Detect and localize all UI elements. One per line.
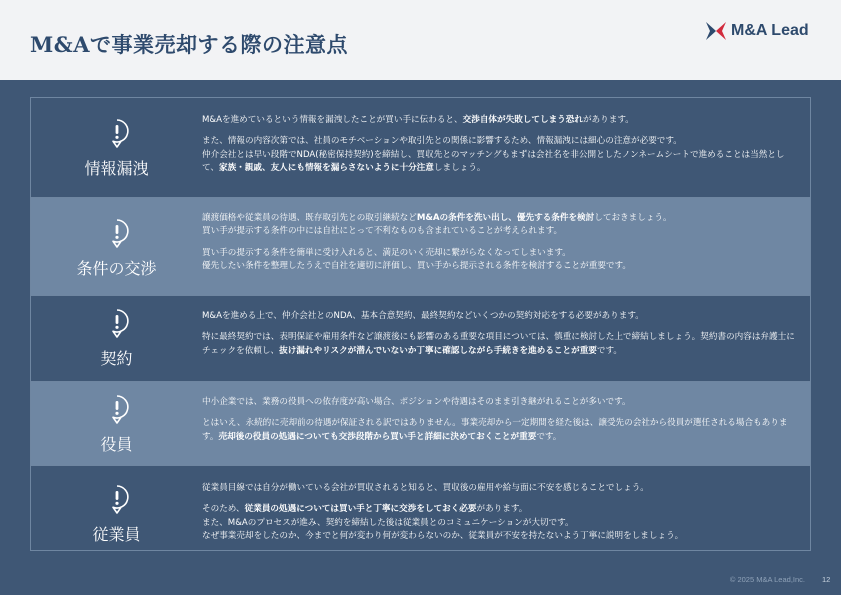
row-executives	[31, 382, 810, 466]
paragraph: 仲介会社とは早い段階でNDA(秘密保持契約)を締結し、買収先とのマッチングもまずは会社名を非公開としたノンネームシートで進めることは当然として、家族・親戚、友人にも情報を漏らさないように十分注意しましょう。	[202, 149, 785, 174]
paragraph: 買い手が提示する条件の中には自社にとって不利なものも含まれていることが考えられます。	[202, 226, 563, 237]
paragraph: また、M&Aのプロセスが進み、契約を締結した後は従業員とのコミュニケーションが大切です。	[202, 517, 574, 528]
row-info-leak	[31, 98, 810, 198]
row-negotiation	[31, 198, 810, 296]
paragraph: 特に最終契約では、表明保証や雇用条件など譲渡後にも影響のある重要な項目については、慎重に検討した上で締結しましょう。契約書の内容は弁護士にチェックを依頼し、抜け漏れやリスクが潜んでいないか丁寧に確認しながら手続きを進めることが重要です。	[202, 332, 795, 356]
row-label: 条件の交渉	[76, 259, 157, 278]
exclamation-bubble-icon	[104, 218, 130, 248]
row-label-cell	[31, 198, 202, 295]
paragraph: 買い手の提示する条件を簡単に受け入れると、満足のいく売却に繋がらなくなってしまいます。	[202, 247, 571, 258]
emphasis: 売却後の役員の処遇についても交渉段階から買い手と詳細に決めておくことが重要	[218, 431, 537, 442]
emphasis: M&Aの条件を洗い出し、優先する条件を検討	[416, 213, 595, 223]
row-content	[202, 382, 810, 465]
paragraph: M&Aを進める上で、仲介会社とのNDA、基本合意契約、最終契約などいくつかの契約対応をする必要があります。	[202, 311, 644, 321]
paragraph: とはいえ、永続的に売却前の待遇が保証される訳ではありません。事業売却から一定期間を経た後は、譲受先の会社から役員が選任される場合もあります。売却後の役員の処遇についても交渉段階から買い手と詳細に決めておくことが重要です。	[202, 418, 788, 442]
row-employees	[31, 466, 810, 550]
paragraph: 譲渡価格や従業員の待遇、既存取引先との取引継続などM&Aの条件を洗い出し、優先する条件を検討しておきましょう。	[202, 213, 672, 223]
row-label: 情報漏洩	[84, 159, 149, 178]
emphasis: 家族・親戚、友人にも情報を漏らさないように十分注意	[219, 163, 434, 174]
row-label-cell	[31, 296, 202, 381]
exclamation-bubble-icon	[104, 484, 130, 514]
row-label-cell	[31, 466, 202, 550]
header	[0, 0, 841, 80]
row-content	[202, 198, 810, 295]
emphasis: 抜け漏れやリスクが潜んでいないか丁寧に確認しながら手続きを進めることが重要	[279, 345, 597, 356]
copyright: © 2025 M&A Lead,Inc.	[729, 575, 805, 584]
logo-text: M&A Lead	[731, 22, 809, 39]
exclamation-bubble-icon	[104, 394, 130, 424]
paragraph: そのため、従業員の処遇については買い手と丁寧に交渉をしておく必要があります。	[202, 504, 528, 515]
page-title: M&Aで事業売却する際の注意点	[30, 32, 348, 57]
row-label: 従業員	[92, 525, 141, 544]
emphasis: 従業員の処遇については買い手と丁寧に交渉をしておく必要	[244, 504, 477, 515]
paragraph: なぜ事業売却をしたのか、今までと何が変わり何が変わらないのか、従業員が不安を持たないよう丁寧に説明をしましょう。	[202, 531, 684, 542]
row-label: 契約	[100, 349, 133, 368]
paragraph: また、情報の内容次第では、社員のモチベーションや取引先との関係に影響するため、情報漏洩には細心の注意が必要です。	[202, 136, 682, 147]
page-number: 12	[822, 575, 831, 584]
row-contract	[31, 296, 810, 382]
paragraph: M&Aを進めているという情報を漏洩したことが買い手に伝わると、交渉自体が失敗してしまう恐れがあります。	[202, 115, 634, 125]
paragraph: 中小企業では、業務の役員への依存度が高い場合、ポジションや待遇はそのまま引き継がれることが多いです。	[202, 397, 631, 407]
exclamation-bubble-icon	[104, 118, 130, 148]
emphasis: 交渉自体が失敗してしまう恐れ	[462, 115, 583, 125]
company-logo	[706, 21, 809, 41]
row-content	[202, 466, 810, 550]
exclamation-bubble-icon	[104, 308, 130, 338]
caution-table	[30, 97, 811, 551]
row-label: 役員	[100, 435, 133, 454]
row-label-cell	[31, 382, 202, 465]
row-label-cell	[31, 98, 202, 197]
paragraph: 従業員目線では自分が働いている会社が買収されると知ると、買収後の雇用や給与面に不安を感じることでしょう。	[202, 483, 649, 493]
row-content	[202, 98, 810, 197]
logo-mark-icon	[706, 21, 726, 41]
paragraph: 優先したい条件を整理したうえで自社を適切に評価し、買い手から提示される条件を検討することが重要です。	[202, 261, 632, 272]
row-content	[202, 296, 810, 381]
